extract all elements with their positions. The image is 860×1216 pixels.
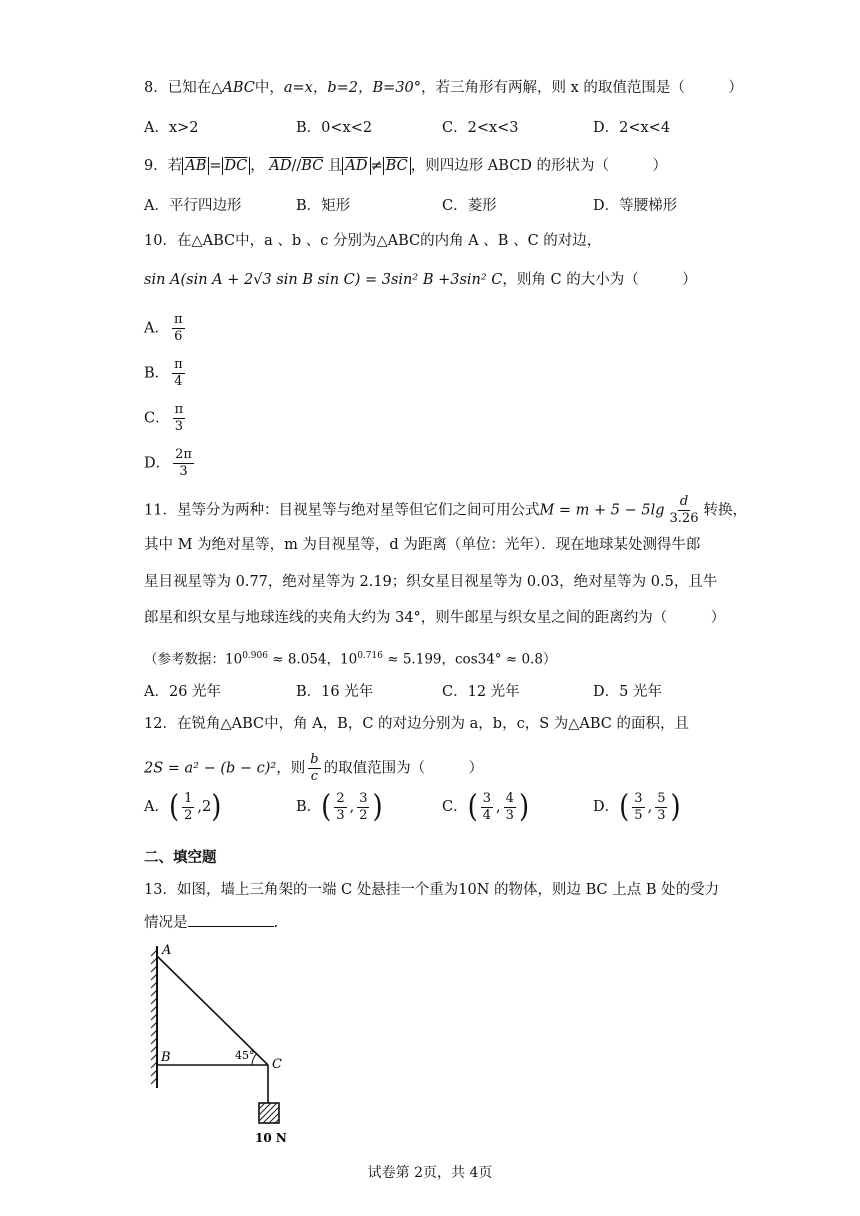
q10-option-b-frac — [172, 357, 185, 390]
frac-den: c — [310, 769, 319, 784]
frac-num: 2π — [175, 447, 192, 462]
q10-option-d[interactable] — [144, 447, 197, 480]
triangle-frame-figure — [140, 938, 320, 1154]
q9-option-a[interactable]: A．平行四边形 — [144, 198, 242, 214]
q8-text-mid: 中， — [254, 80, 284, 96]
q10-option-d-frac — [173, 447, 194, 480]
q11-line1-post: 转换， — [703, 502, 747, 519]
ref2-exp: 0.716 — [357, 651, 383, 661]
q11-line1-pre: 星等分为两种：目视星等与绝对星等但它们之间可用公式 — [176, 502, 540, 519]
frac-num: 3 — [359, 790, 368, 806]
frac-den: 3 — [179, 464, 188, 479]
ref1-exp: 0.906 — [242, 651, 268, 661]
q12-number: 12． — [144, 716, 177, 732]
frac-den: 3 — [657, 807, 666, 823]
frac-den: 2 — [184, 807, 193, 823]
section-heading: 二、填空题 — [144, 850, 217, 866]
q10-option-b-label: B． — [144, 365, 170, 382]
question-13 — [144, 880, 719, 900]
q8-option-a[interactable]: A．x>2 — [144, 120, 199, 136]
option-label: B． — [296, 799, 322, 815]
q9-text-d: ，则四边形 ABCD 的形状为（ ） — [410, 158, 668, 174]
q11-option-b[interactable]: B．16 光年 — [296, 684, 374, 700]
q10-formula: sin A(sin A + 2√3 sin B sin C) = 3sin² B +3sin² C — [144, 272, 503, 288]
option-label: D． — [593, 799, 620, 815]
q10-line2-post: ，则角 C 的大小为（ ） — [502, 272, 697, 288]
q11-number: 11． — [144, 502, 177, 519]
answer-blank[interactable] — [188, 912, 274, 927]
question-11 — [144, 494, 747, 527]
q11-option-c[interactable]: C．12 光年 — [442, 684, 520, 700]
q11-option-a[interactable]: A．26 光年 — [144, 684, 222, 700]
q9-option-b[interactable]: B．矩形 — [296, 198, 351, 214]
q9-option-d[interactable]: D．等腰梯形 — [593, 198, 678, 214]
page-footer: 试卷第 2页，共 4页 — [367, 1165, 493, 1181]
abs-bc-vector: $\overline{BC}$ — [383, 157, 411, 175]
frac-num: 5 — [657, 790, 666, 806]
q8-text-pre: 已知在 — [167, 80, 212, 96]
frac-num: 4 — [505, 790, 514, 806]
option-label: C． — [442, 799, 468, 815]
q11-option-d[interactable]: D．5 光年 — [593, 684, 662, 700]
q13-line2-text: 情况是 — [144, 915, 188, 931]
frac-num: d — [679, 494, 689, 509]
frac-num: π — [174, 357, 183, 372]
abs-ab-vector: $\overline{AB}$ — [182, 157, 209, 175]
frac-den: 6 — [174, 329, 183, 344]
q8-number: 8． — [144, 80, 168, 96]
abs-ad-vector: $\overline{AD}$ — [342, 157, 370, 175]
frac-den: 5 — [634, 807, 643, 823]
q10-option-a[interactable] — [144, 312, 188, 345]
frac-num: 3 — [634, 790, 643, 806]
ad-vector: $\overline{AD}$ — [269, 158, 292, 174]
abs-dc-vector: $\overline{DC}$ — [222, 157, 251, 175]
q11-line2: 其中 M 为绝对星等，m 为目视星等，d 为距离（单位：光年）．现在地球某处测得牛郎 — [144, 537, 701, 553]
frac-den: 4 — [482, 807, 492, 823]
question-10 — [144, 231, 601, 251]
q11-formula-frac — [668, 494, 701, 527]
q11-reference — [144, 646, 556, 670]
q12-line1: 在锐角△ABC中，角 A，B，C 的对边分别为 a，b，c，S 为△ABC 的面积，且 — [176, 716, 689, 732]
q8-option-b[interactable]: B．0<x<2 — [296, 120, 373, 136]
label-c: C — [272, 1057, 282, 1072]
frac-num: 2 — [336, 790, 345, 806]
q12-option-a[interactable]: A． ( $\frac{1}{2}$ ,2 ) — [144, 789, 222, 825]
q13-line2-end: . — [273, 915, 279, 931]
frac-den: 3.26 — [669, 511, 699, 526]
q10-option-d-label: D． — [144, 455, 171, 472]
frac-num: π — [174, 402, 184, 417]
q12-frac — [308, 752, 320, 785]
frac-den: 3 — [505, 807, 514, 823]
ref3: cos34° ≈ 0.8） — [455, 651, 557, 668]
q10-option-b[interactable] — [144, 357, 188, 390]
label-angle: 45° — [235, 1049, 255, 1062]
q11-line4: 郎星和织女星与地球连线的夹角大约为 34°，则牛郎星与织女星之间的距离约为（ ） — [144, 610, 726, 626]
frac-num: 1 — [184, 790, 193, 806]
q12-option-d[interactable]: D． ( $\frac{3}{5}$ , $\frac{5}{3}$ ) — [593, 789, 681, 825]
q13-number: 13． — [144, 882, 177, 898]
question-8 — [144, 78, 743, 98]
ref2-base: 10 — [340, 651, 358, 668]
question-9: 9．若 $\overline{AB} = \overline{DC}$ ， $\overline{AD}//\overline{BC}$ 且 $\overline{AD} \ne \overline{BC}$ ，则四边形 ABCD 的形状为（ ） — [144, 158, 668, 174]
q9-option-c[interactable]: C．菱形 — [442, 198, 497, 214]
q11-line3: 星目视星等为 0.77，绝对星等为 2.19；织女星目视星等为 0.03，绝对星等为 0.5，且牛 — [144, 574, 718, 590]
frac-num: π — [173, 312, 183, 327]
ref2-val: ≈ 5.199， — [382, 651, 455, 668]
q13-line1: 如图，墙上三角架的一端 C 处悬挂一个重为10N 的物体，则边 BC 上点 B 处的受力 — [176, 882, 720, 898]
bc-vector: $\overline{BC}$ — [301, 158, 324, 174]
frac-num: 3 — [482, 790, 492, 806]
q10-option-c-frac — [173, 402, 186, 435]
q10-option-a-frac — [172, 312, 185, 345]
label-a: A — [162, 943, 172, 958]
frac-num: b — [310, 752, 319, 767]
q8-given: a=x，b=2，B=30° — [283, 80, 422, 96]
frac-den: 2 — [359, 807, 368, 823]
q12-options — [144, 790, 744, 830]
q13-line2 — [144, 912, 278, 933]
frac-den: 3 — [174, 419, 184, 434]
q12-option-c[interactable]: C． ( $\frac{3}{4}$ , $\frac{4}{3}$ ) — [442, 789, 530, 825]
frac-den: 3 — [336, 807, 345, 823]
ref1-val: ≈ 8.054， — [267, 651, 340, 668]
q10-option-c[interactable] — [144, 402, 188, 435]
q12-line2-post: 的取值范围为（ ） — [323, 760, 484, 777]
frac-den: 4 — [174, 374, 183, 389]
q8-text-post: ，若三角形有两解，则 x 的取值范围是（ ） — [421, 80, 743, 96]
q12-line2-mid: ，则 — [276, 760, 306, 777]
q11-formula-left: M = m + 5 − 5lg — [539, 502, 665, 519]
option-rest: ,2 — [197, 799, 212, 815]
ref-pre: （参考数据： — [144, 651, 225, 668]
q9-text-b: ， — [250, 158, 265, 174]
label-b: B — [161, 1050, 171, 1065]
question-12 — [144, 714, 689, 734]
option-label: A． — [144, 799, 169, 815]
q8-option-c[interactable]: C．2<x<3 — [442, 120, 519, 136]
q12-option-b[interactable]: B． ( $\frac{2}{3}$ , $\frac{3}{2}$ ) — [296, 789, 383, 825]
q12-formula: 2S = a² − (b − c)² — [144, 760, 277, 777]
q10-line1: 在△ABC中，a 、b 、c 分别为△ABC的内角 A 、B 、C 的对边， — [176, 233, 602, 249]
q9-text-c: 且 — [327, 158, 343, 174]
ref1-base: 10 — [225, 651, 243, 668]
q9-text-a: 若 — [167, 158, 183, 174]
q10-line2 — [144, 270, 697, 290]
label-weight: 10 N — [255, 1131, 287, 1145]
q10-option-a-label: A． — [144, 320, 169, 337]
q8-triangle: △ABC — [211, 80, 255, 96]
q8-option-d[interactable]: D．2<x<4 — [593, 120, 671, 136]
q9-number: 9． — [144, 158, 168, 174]
q10-option-c-label: C． — [144, 410, 170, 427]
q10-number: 10． — [144, 233, 177, 249]
q12-line2 — [144, 752, 483, 785]
